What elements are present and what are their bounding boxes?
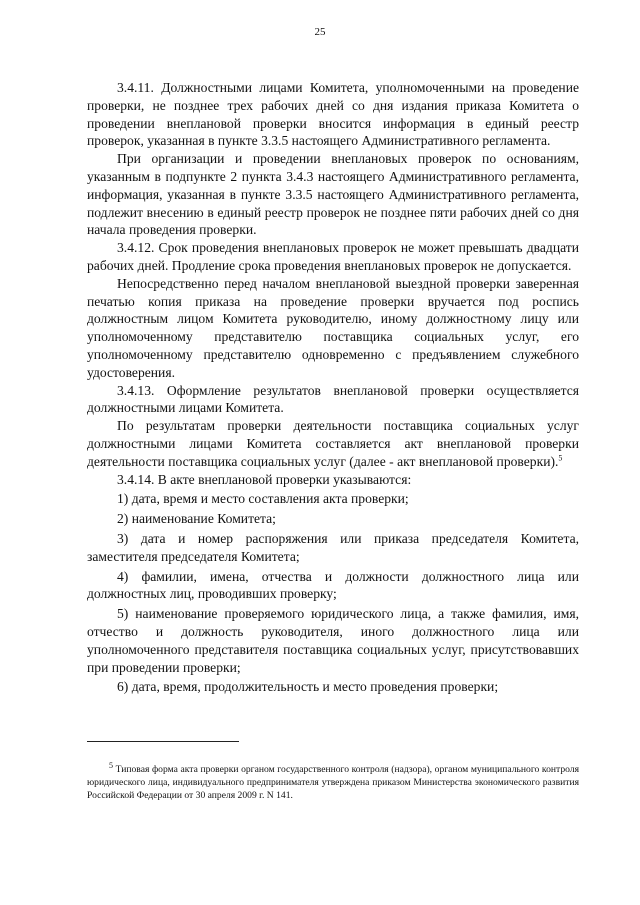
paragraph-3-4-13: 3.4.13. Оформление результатов внеплановой проверки осуществляется должностными лицами Комитета. (87, 382, 579, 416)
paragraph-3-4-12: 3.4.12. Срок проведения внеплановых проверок не может превышать двадцати рабочих дней. Продление срока проведения внеплановых проверок не допускается. (87, 240, 579, 273)
list-item-3: 3) дата и номер распоряжения или приказа председателя Комитета, заместителя председателя Комитета; (87, 530, 579, 564)
page-number: 25 (314, 26, 326, 38)
paragraph-inspection-act (87, 417, 579, 470)
footnote-marker: 5 (109, 760, 113, 770)
list-item-2: 2) наименование Комитета; (117, 511, 276, 527)
paragraph-inspection-act-text: По результатам проверки деятельности поставщика социальных услуг должностными лицами Комитета составляется акт внеплановой проверки деятельности поставщика социальных услуг (далее - акт внеплановой проверки). (87, 418, 579, 469)
paragraph-unscheduled-registry: При организации и проведении внеплановых проверок по основаниям, указанным в подпункте 2 пункта 3.4.3 настоящего Административного регламента, информация, указанная в пункте 3.3.5 настоящего Административного регламента, подлежит внесению в единый реестр проверок не позднее пяти рабочих дней со дня начала проведения проверки. (87, 151, 579, 238)
paragraph-3-4-14: 3.4.14. В акте внеплановой проверки указываются: (117, 471, 412, 487)
list-item-5: 5) наименование проверяемого юридического лица, а также фамилия, имя, отчество и должность руководителя, иного должностного лица или уполномоченного представителя поставщика социальных услуг, присутствовавших при проведении проверки; (87, 606, 579, 675)
list-item-4: 4) фамилии, имена, отчества и должности должностного лица или должностных лиц, проводивших проверку; (87, 568, 579, 602)
footnote-text: Типовая форма акта проверки органом государственного контроля (надзора), органом муниципального контроля юридического лица, индивидуального предпринимателя утверждена приказом Министерства экономического развития Российской Федерации от 30 апреля 2009 г. N 141. (87, 764, 579, 801)
footnote-reference: 5 (558, 453, 563, 463)
paragraph-3-4-11: 3.4.11. Должностными лицами Комитета, уполномоченными на проведение проверки, не позднее трех рабочих дней со дня издания приказа Комитета о проведении внеплановой проверки вносится информация в единый реестр проверок, указанная в пункте 3.3.5 настоящего Административного регламента. (87, 80, 579, 149)
footnote-divider (87, 741, 239, 742)
document-body (87, 79, 579, 696)
list-item-1: 1) дата, время и место составления акта проверки; (117, 491, 409, 507)
list-item-6: 6) дата, время, продолжительность и место проведения проверки; (117, 679, 499, 695)
footnote (87, 760, 579, 802)
paragraph-order-copy: Непосредственно перед началом внеплановой выездной проверки заверенная печатью копия приказа на проведение проверки вручается под роспись должностным лицом Комитета руководителю, иному должностному лицу или уполномоченному представителю поставщика социальных услуг, его уполномоченному представителю одновременно с предъявлением служебного удостоверения. (87, 275, 579, 380)
